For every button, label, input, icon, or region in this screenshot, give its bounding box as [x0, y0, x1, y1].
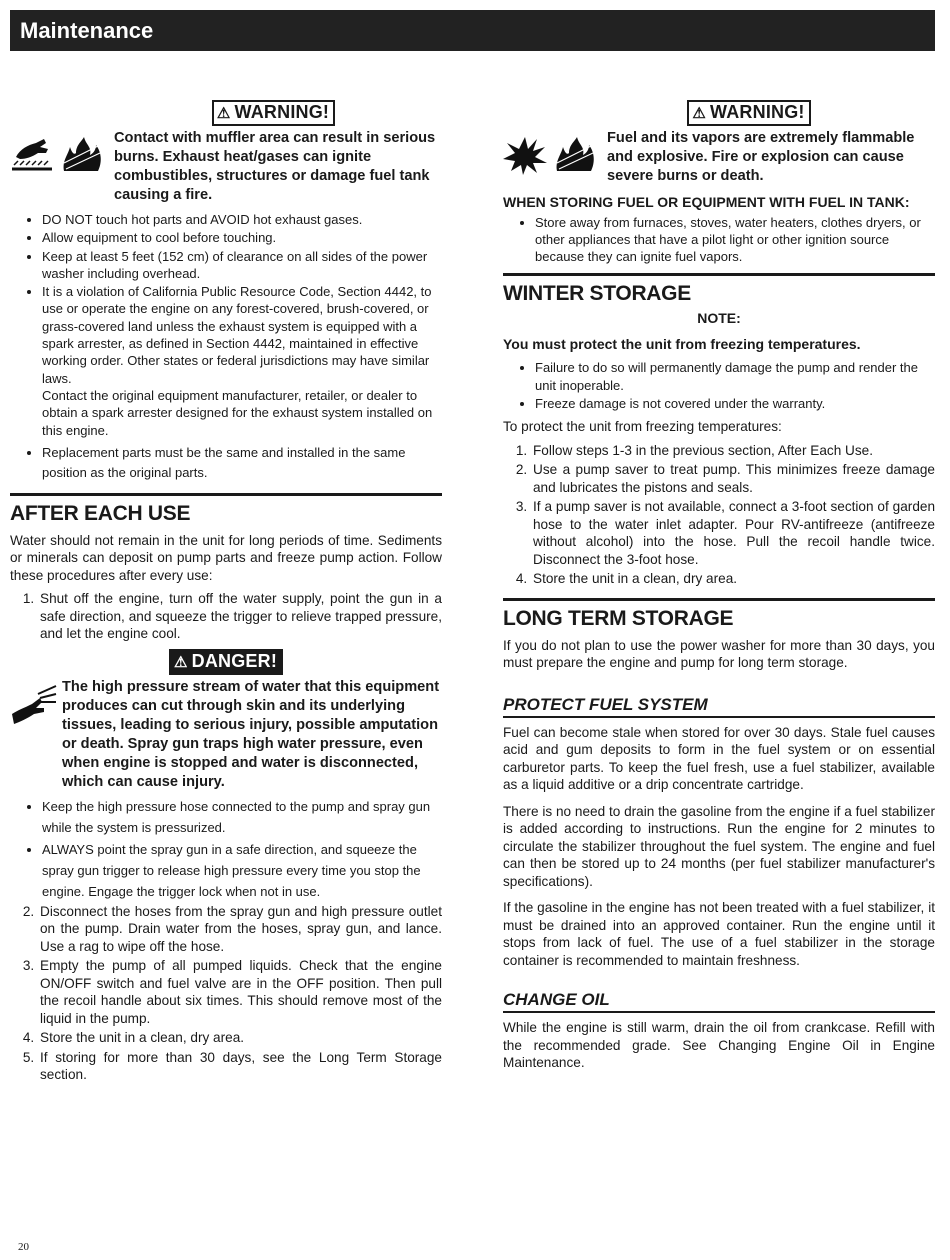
warning-badge: ⚠ WARNING!	[212, 100, 335, 126]
step-item: 2. Use a pump saver to treat pump. This minimizes freeze damage and lubricates the pistons and seals.	[531, 461, 935, 496]
change-oil-text: While the engine is still warm, drain the oil from crankcase. Refill with the recommended grade. See Changing Engine Oil in Engine Maintenance.	[503, 1020, 935, 1071]
spark-arrester-note: Contact the original equipment manufacturer, retailer, or dealer to obtain a spark arrester designed for the exhaust system installed on this engine.	[42, 387, 433, 438]
list-item: • DO NOT touch hot parts and AVOID hot exhaust gases.	[42, 211, 442, 228]
winter-intro: To protect the unit from freezing temperatures:	[503, 419, 782, 435]
fire-icon	[553, 135, 597, 175]
explosion-icon	[503, 135, 547, 175]
step-item: 3. Empty the pump of all pumped liquids. Check that the engine ON/OFF switch and fuel valve are in the OFF position. Then pull the recoil handle about six times. This should remove most of the liquid in the pump.	[38, 957, 442, 1027]
fire-icon	[60, 135, 104, 173]
hot-surface-icon	[10, 135, 54, 173]
winter-storage-heading: WINTER STORAGE	[503, 273, 935, 306]
danger-block	[10, 678, 442, 792]
warning-triangle-icon: ⚠	[692, 105, 707, 122]
muffler-warning	[10, 129, 442, 205]
warning-triangle-icon: ⚠	[173, 653, 188, 671]
list-item: • Freeze damage is not covered under the warranty.	[535, 395, 935, 412]
right-column	[503, 100, 935, 1072]
step-item: 4. Store the unit in a clean, dry area.	[38, 1029, 442, 1047]
step-item: 3. If a pump saver is not available, connect a 3-foot section of garden hose to the water inlet adapter. Pour RV-antifreeze (antifreeze without alcohol) into the hose. Pull the recoil handle twice. Disconnect the 3-foot hose.	[531, 498, 935, 568]
warning-badge: ⚠ WARNING!	[687, 100, 810, 126]
storing-fuel-heading: WHEN STORING FUEL OR EQUIPMENT WITH FUEL IN TANK:	[503, 194, 910, 210]
step-item: 1. Follow steps 1-3 in the previous section, After Each Use.	[531, 442, 935, 460]
note-bullets	[503, 359, 935, 412]
list-item: • ALWAYS point the spray gun in a safe direction, and squeeze the spray gun trigger to release high pressure every time you stop the engine. Engage the trigger lock when not in use.	[42, 839, 442, 902]
protect-fuel-para: Fuel can become stale when stored for over 30 days. Stale fuel causes acid and gum deposits to form in the fuel system or on essential carburetor parts. To keep the fuel fresh, use a fuel stabilizer, available as a liquid additive or a drip concentrate cartridge.	[503, 724, 935, 793]
warning-triangle-icon: ⚠	[216, 105, 231, 122]
list-item: • Replacement parts must be the same and installed in the same position as the original parts.	[42, 443, 442, 483]
after-each-use-heading: AFTER EACH USE	[10, 493, 442, 526]
step-item: 5. If storing for more than 30 days, see the Long Term Storage section.	[38, 1049, 442, 1084]
long-term-storage-heading: LONG TERM STORAGE	[503, 598, 935, 631]
note-text: You must protect the unit from freezing temperatures.	[503, 335, 861, 352]
step-item: 4. Store the unit in a clean, dry area.	[531, 570, 935, 588]
storing-fuel-bullets	[503, 214, 935, 266]
list-item: • Failure to do so will permanently damage the pump and render the unit inoperable.	[535, 359, 935, 394]
note-label: NOTE:	[697, 310, 741, 327]
left-column	[10, 100, 442, 1086]
danger-text: The high pressure stream of water that this equipment produces can cut through skin and its underlying tissues, leading to serious injury, possible amputation or death. Spray gun traps high water pressure, even when engine is stopped and water is disconnected, which can cause injury.	[62, 678, 440, 790]
long-term-intro: If you do not plan to use the power washer for more than 30 days, you must prepare the engine and pump for long term storage.	[503, 637, 935, 671]
page-header	[10, 10, 935, 51]
page-title: Maintenance	[20, 18, 154, 43]
injection-hazard-icon	[10, 684, 58, 728]
protect-fuel-heading: PROTECT FUEL SYSTEM	[503, 694, 935, 718]
muffler-warning-bullets	[10, 211, 442, 483]
fuel-warning-text: Fuel and its vapors are extremely flammable and explosive. Fire or explosion can cause severe burns or death.	[607, 130, 915, 184]
winter-steps	[503, 442, 935, 588]
list-item: • Keep at least 5 feet (152 cm) of clearance on all sides of the power washer including overhead.	[42, 248, 442, 283]
change-oil-heading: CHANGE OIL	[503, 989, 935, 1013]
list-item: • It is a violation of California Public Resource Code, Section 4442, to use or operate the engine on any forest-covered, brush-covered, or grass-covered land unless the exhaust system is equipped with a spark arrester, as defined in Section 4442, maintained in effective working order. Other states or federal jurisdictions may have similar laws. Contact the original equipment manufacturer, retailer, or dealer to obtain a spark arrester designed for the exhaust system installed on this engine.	[42, 283, 442, 439]
step-item: 1. Shut off the engine, turn off the water supply, point the gun in a safe direction, and squeeze the trigger to relieve trapped pressure, and let the engine cool.	[38, 590, 442, 643]
after-each-use-steps	[10, 590, 442, 643]
page-number: 20	[18, 1241, 29, 1253]
danger-bullets	[10, 796, 442, 902]
list-item: • Allow equipment to cool before touching.	[42, 229, 442, 246]
muffler-warning-text: Contact with muffler area can result in serious burns. Exhaust heat/gases can ignite combustibles, structures or damage fuel tank causing a fire.	[114, 130, 436, 203]
step-item: 2. Disconnect the hoses from the spray gun and high pressure outlet on the pump. Drain water from the hoses, spray gun, and lance. Use a rag to wipe off the hose.	[38, 903, 442, 956]
list-item: • Keep the high pressure hose connected to the pump and spray gun while the system is pressurized.	[42, 796, 442, 838]
danger-badge: ⚠ DANGER!	[169, 649, 283, 675]
after-each-use-intro: Water should not remain in the unit for long periods of time. Sediments or minerals can deposit on pump parts and freeze pump action. Follow these procedures after every use:	[10, 532, 442, 583]
protect-fuel-para: If the gasoline in the engine has not been treated with a fuel stabilizer, it must be drained into an approved container. Run the engine until it stops from lack of fuel. The use of a fuel stabilizer in the storage container is recommended to maintain freshness.	[503, 900, 935, 968]
fuel-warning	[503, 129, 935, 186]
list-item: • Store away from furnaces, stoves, water heaters, clothes dryers, or other appliances that have a pilot light or other ignition source because they can ignite fuel vapors.	[535, 214, 935, 266]
after-each-use-steps-continued	[10, 903, 442, 1084]
protect-fuel-para: There is no need to drain the gasoline from the engine if a fuel stabilizer is added according to instructions. Run the engine for 2 minutes to circulate the stabilizer throughout the fuel system. The engine and fuel can then be stored up to 24 months (per fuel stabilizer manufacturer's specifications).	[503, 803, 935, 889]
